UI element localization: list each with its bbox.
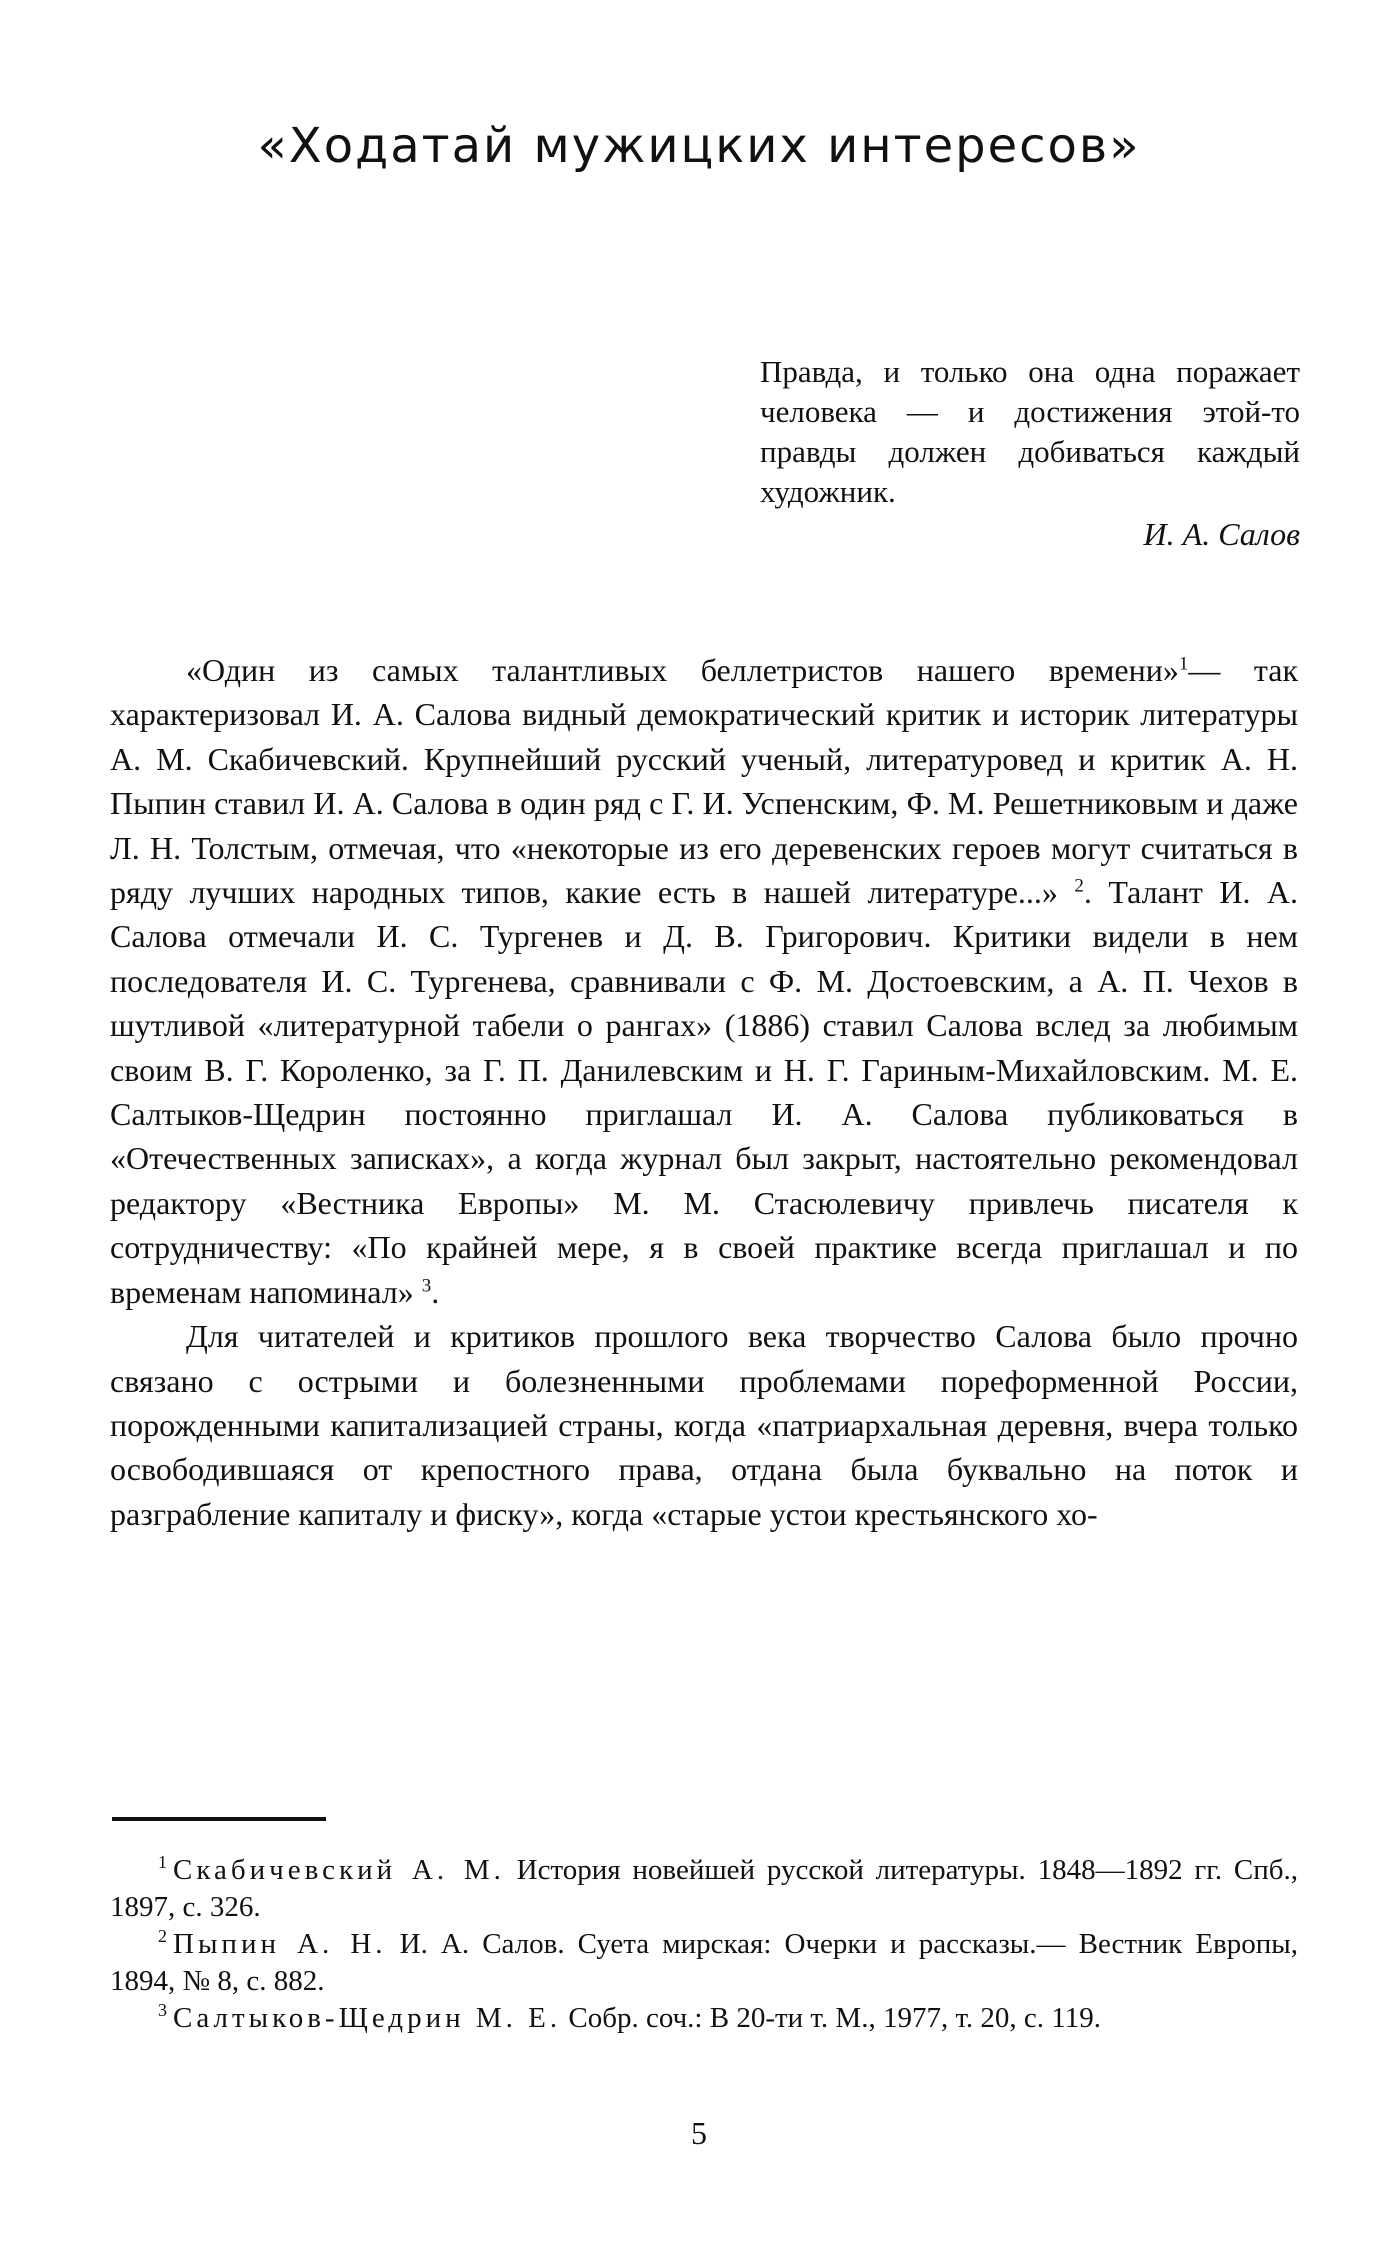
footnote-number: 1: [158, 1852, 167, 1873]
paragraph-text: .: [431, 1273, 440, 1310]
footnote-author: Салтыков-Щедрин М. Е.: [173, 2002, 562, 2034]
paragraph-text: . Талант И. А. Салова отмечали И. С. Тургенев и Д. В. Григорович. Критики видели в нем последователя И. С. Тургенева, сравнивали с Ф. М. Достоевским, а А. П. Чехов в шутливой «литературной табели о рангах» (1886) ставил Салова вслед за любимым своим В. Г. Короленко, за Г. П. Данилевским и Н. Г. Гариным-Михайловским. М. Е. Салтыков-Щедрин постоянно приглашал И. А. Салова публиковаться в «Отечественных записках», а когда журнал был закрыт, настоятельно рекомендовал редактору «Вестника Европы» М. М. Стасюлевичу привлечь писателя к сотрудничеству: «По крайней мере, я в своей практике всегда приглашал и по временам напоминал»: [110, 874, 1299, 1310]
footnote-number: 3: [158, 2000, 167, 2021]
footnote-author: Скабичевский А. М.: [173, 1854, 505, 1886]
epigraph-text: Правда, и только она одна поражает человека — и достижения этой-то правды должен добиваться каждый художник.: [760, 354, 1300, 509]
footnote-text: История новейшей русской литературы. 1848—1892 гг. Спб., 1897, с. 326.: [110, 1854, 1298, 1923]
footnote-ref[interactable]: 2: [1074, 875, 1084, 897]
footnote-ref[interactable]: 1: [1178, 653, 1189, 675]
footnote: [110, 1926, 1298, 2000]
footnote-divider: [112, 1817, 326, 1821]
paragraph-text: — так характеризовал И. А. Салова видный демократический критик и историк литературы А. М. Скабичевский. Крупнейший русский ученый, литературовед и критик А. Н. Пыпин ставил И. А. Салова в один ряд с Г. И. Успенским, Ф. М. Решетниковым и даже Л. Н. Толстым, отмечая, что «некоторые из его деревенских героев могут считаться в ряду лучших народных типов, какие есть в нашей литературе...»: [110, 652, 1299, 911]
footnote: [110, 2000, 1298, 2037]
body-text: [110, 648, 1298, 1536]
paragraph: Для читателей и критиков прошлого века творчество Салова было прочно связано с острыми и болезненными проблемами пореформенной России, порожденными капитализацией страны, когда «патриархальная деревня, вчера только освободившаяся от крепостного права, отдана была буквально на поток и разграбление капиталу и фиску», когда «старые устои крестьянского хо-: [110, 1318, 1298, 1532]
chapter-title: «Ходатай мужицких интересов»: [257, 118, 1141, 174]
footnote: [110, 1852, 1298, 1926]
paragraph: [110, 648, 1298, 1314]
page-number: 5: [691, 2115, 707, 2151]
footnote-text: Собр. соч.: В 20-ти т. М., 1977, т. 20, с. 119.: [561, 2002, 1101, 2034]
paragraph-text: «Один из самых талантливых беллетристов нашего времени»: [186, 652, 1179, 688]
footnote-text: И. А. Салов. Суета мирская: Очерки и рассказы.— Вестник Европы, 1894, № 8, с. 882.: [110, 1928, 1298, 1997]
footnote-author: Пыпин А. Н.: [173, 1928, 387, 1960]
footnote-ref[interactable]: 3: [421, 1275, 432, 1297]
footnote-number: 2: [158, 1926, 167, 1947]
epigraph-author: И. А. Салов: [1143, 516, 1300, 552]
footnotes: [110, 1852, 1298, 2037]
